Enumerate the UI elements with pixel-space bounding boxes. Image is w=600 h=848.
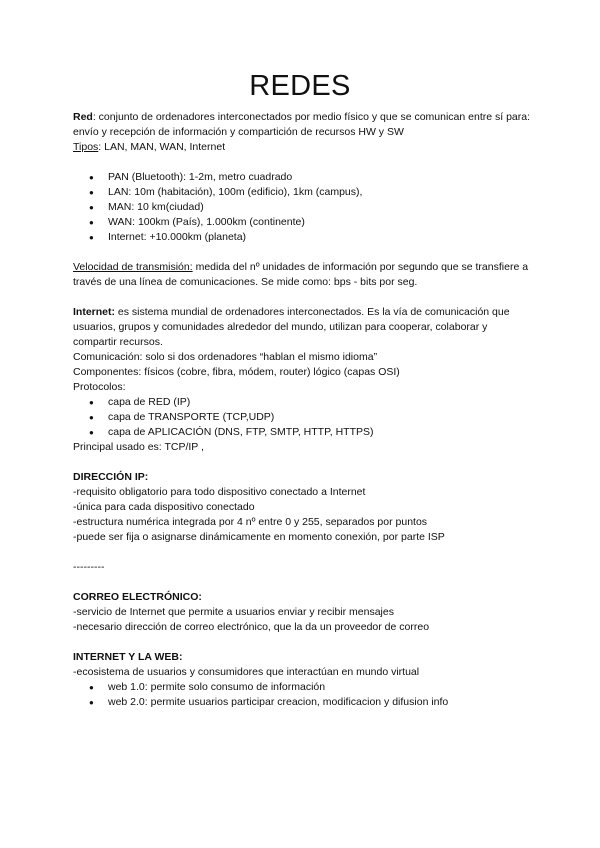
tipos-label: Tipos bbox=[73, 141, 99, 153]
correo-line: -necesario dirección de correo electrónico, que la da un proveedor de correo bbox=[73, 621, 430, 633]
velocidad-term: Velocidad de transmisión: bbox=[73, 261, 193, 273]
direccion-ip-line: -única para cada dispositivo conectado bbox=[73, 501, 255, 513]
document-body bbox=[73, 110, 533, 710]
list-item: ● web 2.0: permite usuarios participar creacion, modificacion y difusion info bbox=[73, 695, 533, 710]
list-item: ● LAN: 10m (habitación), 100m (edificio), 1km (campus), bbox=[73, 185, 533, 200]
internet-web-heading: INTERNET Y LA WEB: bbox=[73, 651, 183, 663]
list-item: ● WAN: 100km (País), 1.000km (continente) bbox=[73, 215, 533, 230]
list-item: ● capa de APLICACIÓN (DNS, FTP, SMTP, HTTP, HTTPS) bbox=[73, 425, 533, 440]
network-types-list bbox=[73, 170, 533, 245]
velocidad-text: medida del nº unidades de información por segundo que se transfiere a través de una línea de comunicaciones. Se mide como: bps - bits por seg. bbox=[73, 261, 529, 288]
list-item: ● PAN (Bluetooth): 1-2m, metro cuadrado bbox=[73, 170, 533, 185]
velocidad-paragraph bbox=[73, 260, 533, 290]
tipos-line bbox=[73, 140, 533, 155]
red-term: Red bbox=[73, 111, 93, 123]
red-definition-text: : conjunto de ordenadores interconectados por medio físico y que se comunican entre sí para: envío y recepción de información y compartición de recursos HW y SW bbox=[73, 111, 531, 138]
internet-paragraph bbox=[73, 305, 533, 350]
direccion-ip-line: -requisito obligatorio para todo dispositivo conectado a Internet bbox=[73, 486, 366, 498]
internet-text: es sistema mundial de ordenadores interconectados. Es la vía de comunicación que usuarios, grupos y comunidades alrededor del mundo, utilizan para cooperar, colaborar y compartir recursos. bbox=[73, 306, 510, 348]
comunicacion-line: Comunicación: solo si dos ordenadores “hablan el mismo idioma” bbox=[73, 351, 378, 363]
list-item: ● capa de RED (IP) bbox=[73, 395, 533, 410]
web-versions-list bbox=[73, 680, 533, 710]
separator: --------- bbox=[73, 561, 105, 573]
internet-web-line: -ecosistema de usuarios y consumidores que interactúan en mundo virtual bbox=[73, 666, 420, 678]
componentes-line: Componentes: físicos (cobre, fibra, módem, router) lógico (capas OSI) bbox=[73, 366, 400, 378]
list-item: ● web 1.0: permite solo consumo de información bbox=[73, 680, 533, 695]
tipos-text: : LAN, MAN, WAN, Internet bbox=[98, 141, 226, 153]
protocolos-label: Protocolos: bbox=[73, 381, 126, 393]
list-item: ● capa de TRANSPORTE (TCP,UDP) bbox=[73, 410, 533, 425]
direccion-ip-line: -puede ser fija o asignarse dinámicamente en momento conexión, por parte ISP bbox=[73, 531, 445, 543]
correo-heading: CORREO ELECTRÓNICO: bbox=[73, 591, 202, 603]
principal-line: Principal usado es: TCP/IP , bbox=[73, 441, 204, 453]
direccion-ip-heading: DIRECCIÓN IP: bbox=[73, 471, 149, 483]
red-definition bbox=[73, 110, 533, 140]
protocols-list bbox=[73, 395, 533, 440]
list-item: ● MAN: 10 km(ciudad) bbox=[73, 200, 533, 215]
direccion-ip-line: -estructura numérica integrada por 4 nº entre 0 y 255, separados por puntos bbox=[73, 516, 428, 528]
document-title: REDES bbox=[249, 70, 351, 102]
list-item: ● Internet: +10.000km (planeta) bbox=[73, 230, 533, 245]
internet-term: Internet: bbox=[73, 306, 115, 318]
correo-line: -servicio de Internet que permite a usuarios enviar y recibir mensajes bbox=[73, 606, 394, 618]
